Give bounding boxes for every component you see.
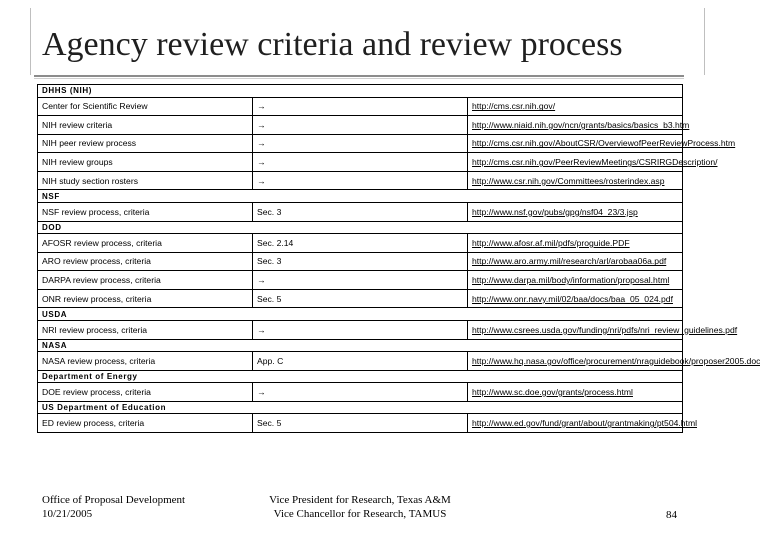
table-row [38,289,683,308]
review-url-link[interactable]: http://cms.csr.nih.gov/AboutCSR/OverviewofPeerReviewProcess.htm [472,138,736,149]
review-item-name: ARO review process, criteria [38,252,253,271]
review-url-link[interactable]: http://www.afosr.af.mil/pdfs/proguide.PDF [472,237,630,248]
section-reference: Sec. 3 [253,252,468,271]
section-header-row [38,85,683,98]
table-row [38,252,683,271]
review-url-link[interactable]: http://www.nsf.gov/pubs/gpg/nsf04_23/3.jsp [472,206,638,217]
review-item-name: ED review process, criteria [38,414,253,433]
table-row [38,414,683,433]
review-url-cell [468,320,738,339]
section-reference: Sec. 5 [253,414,468,433]
review-url-link[interactable]: http://cms.csr.nih.gov/PeerReviewMeetings/CSRIRGDescription/ [472,157,718,168]
review-url-cell [468,97,683,116]
section-header-row [38,370,683,383]
review-url-link[interactable]: http://www.ed.gov/fund/grant/about/grantmaking/pt504.html [472,418,698,429]
review-url-link[interactable]: http://www.sc.doe.gov/grants/process.html [472,386,633,397]
review-url-cell [468,414,698,433]
review-item-name: NASA review process, criteria [38,352,253,371]
arrow-icon: → [253,320,468,339]
arrow-icon: → [253,116,468,135]
section-header-row [38,401,683,414]
section-reference: Sec. 2.14 [253,234,468,253]
section-header: NASA [38,339,683,352]
footer-vp-line2: Vice Chancellor for Research, TAMUS [273,508,447,520]
review-url-link[interactable]: http://cms.csr.nih.gov/ [472,101,556,112]
review-url-cell [468,352,760,371]
review-url-link[interactable]: http://www.aro.army.mil/research/arl/arobaa06a.pdf [472,256,667,267]
table-row [38,171,683,190]
review-item-name: ONR review process, criteria [38,289,253,308]
section-header: US Department of Education [38,401,683,414]
page-title: Agency review criteria and review process [42,26,623,63]
table-row [38,116,683,135]
review-url-cell [468,171,683,190]
arrow-icon: → [253,97,468,116]
review-url-link[interactable]: http://www.csrees.usda.gov/funding/nri/pdfs/nri_review_guidelines.pdf [472,324,738,335]
footer-vp [250,493,470,521]
review-url-cell [468,271,683,290]
review-url-cell [468,252,683,271]
review-url-link[interactable]: http://www.hq.nasa.gov/office/procurement/nraguidebook/proposer2005.doc [472,355,760,366]
section-header-row [38,308,683,321]
section-header: Department of Energy [38,370,683,383]
arrow-icon: → [253,134,468,153]
section-header-row [38,221,683,234]
table-row [38,97,683,116]
section-reference: App. C [253,352,468,371]
review-url-link[interactable]: http://www.darpa.mil/body/information/proposal.html [472,275,670,286]
title-divider-shadow [34,78,684,79]
review-item-name: NIH study section rosters [38,171,253,190]
section-header: DHHS (NIH) [38,85,683,98]
review-item-name: DOE review process, criteria [38,383,253,402]
table-row [38,383,683,402]
review-url-cell [468,234,683,253]
review-item-name: NIH review groups [38,153,253,172]
review-url-cell [468,289,683,308]
review-url-link[interactable]: http://www.onr.navy.mil/02/baa/docs/baa_05_024.pdf [472,293,673,304]
section-reference: Sec. 3 [253,202,468,221]
review-item-name: DARPA review process, criteria [38,271,253,290]
footer-office [42,493,185,521]
review-url-cell [468,134,736,153]
section-header-row [38,190,683,203]
footer-vp-line1: Vice President for Research, Texas A&M [269,494,451,506]
review-url-link[interactable]: http://www.csr.nih.gov/Committees/rosterindex.asp [472,175,665,186]
title-right-border [704,8,705,75]
agency-review-table [37,84,760,433]
table-row [38,352,683,371]
table-row [38,320,683,339]
review-item-name: NIH peer review process [38,134,253,153]
arrow-icon: → [253,153,468,172]
section-header: NSF [38,190,683,203]
section-reference: Sec. 5 [253,289,468,308]
section-header-row [38,339,683,352]
arrow-icon: → [253,271,468,290]
table-row [38,234,683,253]
title-left-border [30,8,31,75]
arrow-icon: → [253,383,468,402]
review-url-cell [468,116,690,135]
review-url-cell [468,383,683,402]
review-url-cell [468,153,718,172]
page-number: 84 [666,509,677,521]
review-item-name: NRI review process, criteria [38,320,253,339]
table-row [38,134,683,153]
arrow-icon: → [253,171,468,190]
review-item-name: NSF review process, criteria [38,202,253,221]
review-item-name: AFOSR review process, criteria [38,234,253,253]
footer-office-name: Office of Proposal Development [42,494,186,506]
table-row [38,153,683,172]
title-divider [34,75,684,77]
section-header: USDA [38,308,683,321]
review-url-link[interactable]: http://www.niaid.nih.gov/ncn/grants/basics/basics_b3.htm [472,119,690,130]
section-header: DOD [38,221,683,234]
review-url-cell [468,202,683,221]
review-item-name: Center for Scientific Review [38,97,253,116]
review-item-name: NIH review criteria [38,116,253,135]
table-row [38,271,683,290]
footer-date: 10/21/2005 [42,508,93,520]
table-row [38,202,683,221]
